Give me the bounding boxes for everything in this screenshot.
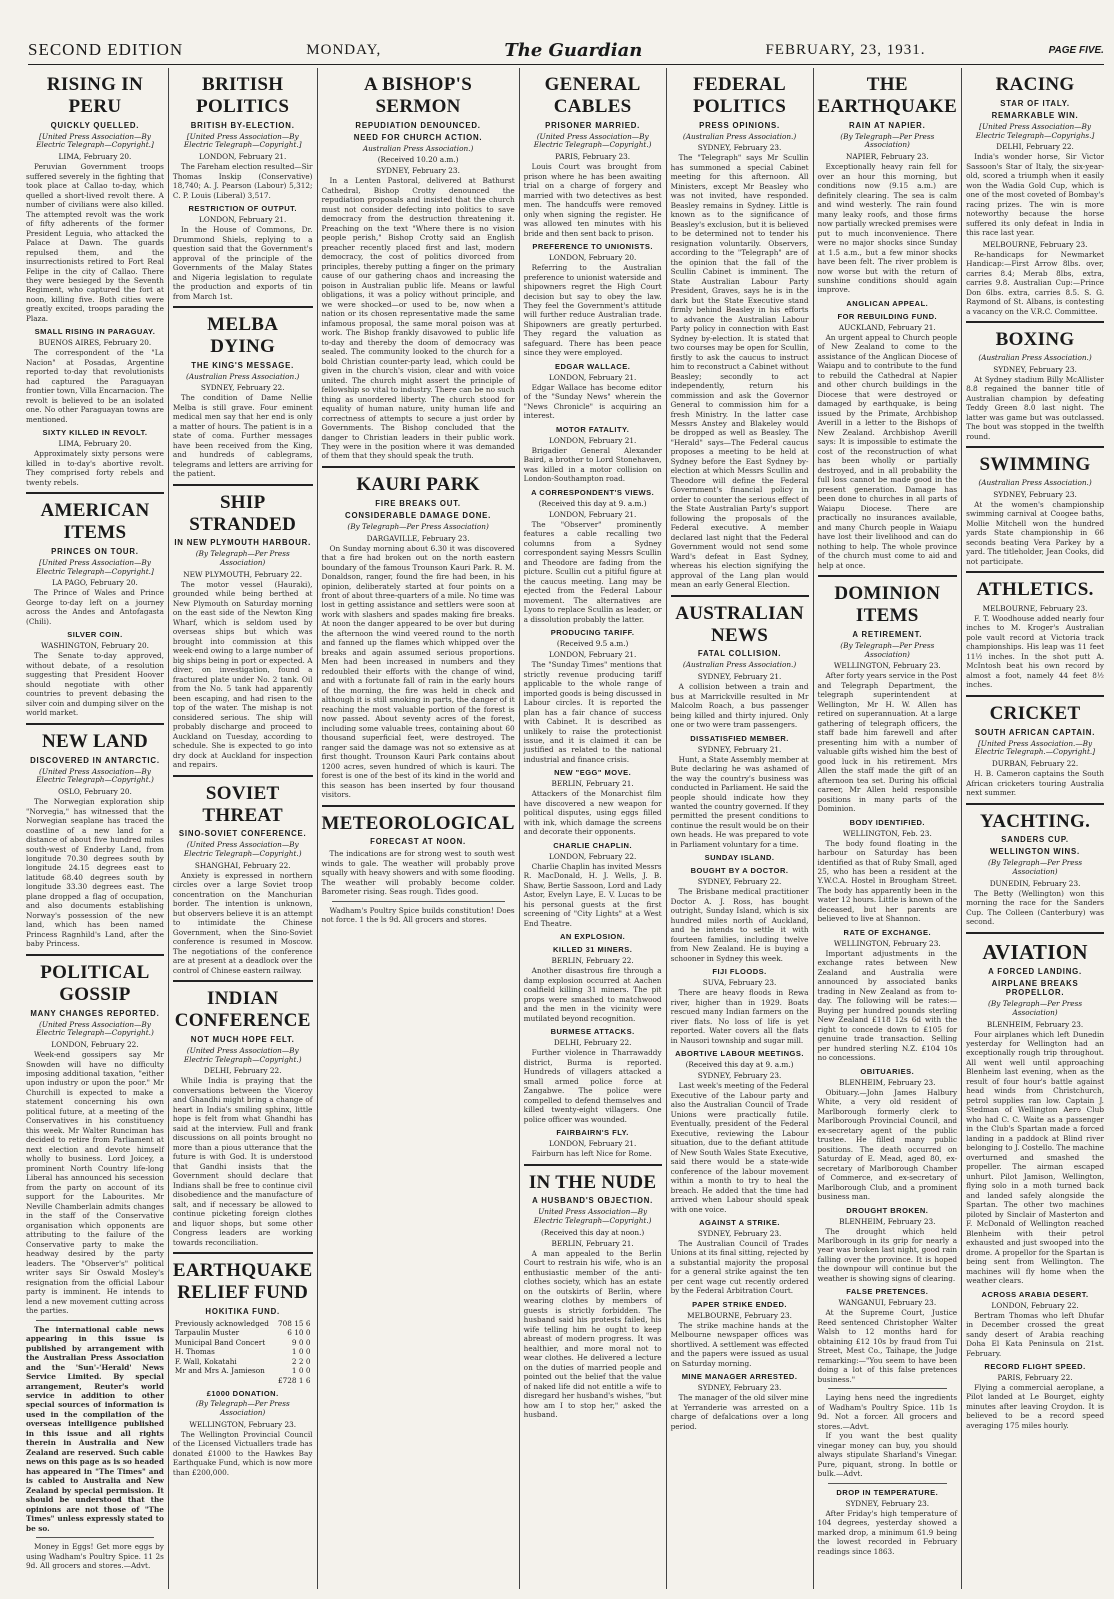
article-body: Edgar Wallace has become editor of the "Sunday News" wherein the "News Chronicle" is acquiring an interest. <box>523 382 662 421</box>
divider <box>671 595 809 597</box>
article-body: A collision between a train and bus at Marrickville resulted in Mr Malcolm Roach, a bus passenger being killed and thirty injured. Only one or two were tram passengers. <box>670 682 809 730</box>
headline-political-gossip: POLITICAL GOSSIP <box>40 961 150 1005</box>
dateline: SYDNEY, February 21. <box>697 672 782 682</box>
credit-line: (Australian Press Association.) <box>978 477 1092 487</box>
headline-ship-stranded: SHIP STRANDED <box>189 491 297 535</box>
divider <box>36 1320 154 1321</box>
subheading: BODY IDENTIFIED. <box>849 817 925 827</box>
subheading: SMALL RISING IN PARAGUAY. <box>34 327 156 337</box>
subheading: BURMESE ATTACKS. <box>550 1027 635 1037</box>
subheading: OBITUARIES. <box>860 1066 915 1076</box>
subheading: RESTRICTION OF OUTPUT. <box>188 204 297 214</box>
subheading: BOUGHT BY A DOCTOR. <box>690 866 789 876</box>
headline-australian-news: AUSTRALIAN NEWS <box>675 602 804 646</box>
article-body: Fairburn has left Nice for Rome. <box>531 1149 652 1159</box>
credit-line: [United Press Association.—By Electric Telegraph.—Copyright.] <box>975 738 1096 757</box>
subheading: MANY CHANGES REPORTED. <box>30 1008 160 1018</box>
subheading: RATE OF EXCHANGE. <box>843 927 932 937</box>
divider <box>966 321 1104 323</box>
dateline: PARIS, February 22. <box>997 1373 1073 1382</box>
headline-swimming: SWIMMING <box>979 454 1091 476</box>
table-row <box>173 1366 313 1375</box>
article-body: Obituary.—John James Halbury White, a very old resident of Marlborough formerly clerk to Marlborough Provincial Council, and ex-secretary agent of the public trustee. He filled many public positions. The death occurred on Saturday of E. Mead, aged 80, ex-secretary of Marlborough Chamber of Commerce, and ex-secretary of Marlborough Club, and a prominent business man. <box>817 1087 958 1202</box>
dateline: LONDON, February 22. <box>51 1040 139 1050</box>
subheading: WELLINGTON WINS. <box>990 847 1080 857</box>
table-row <box>173 1347 313 1356</box>
table-row <box>173 1338 313 1347</box>
article-body: The condition of Dame Nellie Melba is still grave. Four eminent medical men say that her end is only a matter of hours. The patient is in a state of coma. Further messages have been received from the King, and hundreds of cablegrams, telegrams and letters are arriving for the patient. <box>172 393 313 479</box>
advertisement: Laying hens need the ingredients of Wadham's Poultry Spice. 11b 1s 9d. Not a forcer. All grocers and stores.—Advt. <box>817 1393 958 1431</box>
divider <box>173 775 313 777</box>
subheading: RECORD FLIGHT SPEED. <box>984 1362 1086 1371</box>
subheading: PRINCES ON TOUR. <box>51 546 139 556</box>
divider <box>828 1483 948 1484</box>
article-body: There are heavy floods in Rewa river, higher than in 1929. Boats rescued many Indian farmers on the river flats. No loss of life is yet reported. Water covers all the flats in Nausori township and sugar mill. <box>670 988 809 1045</box>
headline-general-cables: GENERAL CABLES <box>544 74 641 117</box>
subheading: FAIRBAIRN'S FLY. <box>556 1128 629 1138</box>
masthead-day: MONDAY, <box>306 41 382 58</box>
article-body: The Norwegian exploration ship "Norvegia," has witnessed that the Norwegian seaplane has traced the coastline of a new land for a distance of about five hundred miles south-west of Enderby Land, from longitude 70.30 degrees south by longitude 24.15 degrees east to latitude 68.40 degrees south by longitude 33.30 degrees east. The plane dropped a flag of occupation, and also documents establishing Norway's possession of the new land, which has been named Princess Ragnhild's Land, after the baby Princess. <box>26 797 164 949</box>
headline-dominion-items: DOMINION ITEMS <box>834 583 941 626</box>
article-body: An urgent appeal to Church people of New Zealand to come to the assistance of the Anglican Diocese of Waiapu and to contribute to the fund to rebuild the Cathedral at Napier and other church buildings in the Diocese that were destroyed or damaged by earthquake, is being issued by the Primate, Archbishop Averill in a letter to the Bishops of New Zealand. Archbishop Averill says: It is impossible to estimate the cost of the reconstruction of what has been wholly or partially destroyed, and in all probability the full loss cannot be made good in the present generation. Damage has been done to churches in all parts of Waiapu Diocese. There are practically no insurances available, and many Church people in Waiapu have lost their livelihood and can do nothing to help. The whole province of the church must come to aid and help at once. <box>817 332 958 570</box>
dateline: SYDNEY, February 22. <box>200 383 285 393</box>
article-body: Flying a commercial aeroplane, a Pilot landed at Le Bourget, eighty minutes after leaving Croydon. It is believed to be a record speed averaging 175 miles hourly. <box>966 1383 1105 1430</box>
page-number: PAGE FIVE. <box>1048 44 1104 56</box>
article-body: Referring to the Australian preference to unionist waterside and shipowners regret the High Court decision but say to obey the law. They feel the Government's attitude will further reduce Australian trade. Shipowners are greatly perturbed. They regard the valuation as safeguard. There has been peace since they were employed. <box>523 263 662 358</box>
column-4 <box>520 68 667 1589</box>
table-cell: 2 2 0 <box>291 1356 311 1366</box>
credit-line: [United Press Association—By Electric Telegraph—Copyright.] <box>183 131 302 150</box>
dateline: AUCKLAND, February 21. <box>838 322 936 332</box>
subheading: MOTOR FATALITY. <box>555 424 630 434</box>
article-body: Attackers of the Monarchist film have discovered a new weapon for political disputes, using eggs filled with ink, which damage the screens and decorate their opponents. <box>523 789 662 837</box>
column-5 <box>667 68 814 1589</box>
subheading: FIRE BREAKS OUT. <box>375 498 461 508</box>
article-body: At the women's championship swimming carnival at Coogee baths, Mollie Mitchell won the hundred yards State championship in 66 seconds beating Vera Parkey by a yard. The titleholder, Jean Cooks, did not participate. <box>966 499 1105 566</box>
table-cell: Previously acknowledged <box>174 1318 269 1328</box>
subheading: DISCOVERED IN ANTARCTIC. <box>30 755 160 765</box>
article-body: The Wellington Provincial Council of the Licensed Victuallers trade has donated £1000 to the Hawkes Bay Earthquake Fund, which is now more than £200,000. <box>172 1429 313 1477</box>
article-body: Louis Court was brought from prison where he has been awaiting trial on a charge of forgery and married with two detectives as best men. The handcuffs were removed only when signing the register. He was allowed ten minutes with his bride and then sent back to prison. <box>523 162 662 238</box>
subheading: AGAINST A STRIKE. <box>699 1217 780 1227</box>
divider <box>966 932 1104 934</box>
divider <box>966 446 1104 448</box>
dateline: LIMA, February 20. <box>58 439 132 449</box>
headline-earthquake-relief-fund: EARTHQUAKE RELIEF FUND <box>172 1260 313 1303</box>
subheading: PRESS OPINIONS. <box>699 120 780 130</box>
headline-kauri-park: KAURI PARK <box>356 473 480 495</box>
dateline: MELBOURNE, February 23. <box>982 239 1088 249</box>
article-body: Bertram Thomas who left Dhufar in December crossed the great sandy desert of Arabia reaching Doha El Kata Peninsula on 21st. February. <box>966 1310 1105 1358</box>
table-cell: Municipal Band Concert <box>174 1337 266 1347</box>
table-cell: 6 10 0 <box>287 1328 311 1338</box>
headline-indian-conference: INDIAN CONFERENCE <box>174 988 311 1032</box>
credit-line: (By Telegraph—Per Press Association) <box>195 549 290 568</box>
dateline: WELLINGTON, February 23. <box>189 1419 297 1429</box>
article-body: Four airplanes which left Dunedin yesterday for Wellington had an exceptionally rough trip throughout. All went well until approaching Blenheim last evening, when as the result of four hour's battle against head winds from Christchurch, petrol supplies ran low. Captain J. Stedman of Wellington Aero Club who had C. C. Waite as a passenger in the Club's Spartan made a forced landing in a paddock at Blind river belonging to J. Costello. The machine overturned and smashed the propeller. The airman escaped unhurt. Pilot Jamison, Wellington, flying solo in a moth turned back and landed safely alongside the Spartan. The other two machines piloted by Sinclair of Masterton and F. McDonald of Wellington reached Blenheim with their petrol exhausted and just swooped into the drome. A propellor for the Spartan is being sent from Wellington. The machines will fly home when the weather clears. <box>966 1029 1105 1286</box>
credit-line: (United Press Association—By Electric Telegraph—Copyright.) <box>183 840 302 859</box>
subheading: FOR REBUILDING FUND. <box>837 311 938 321</box>
credit-line: (By Telegraph—Per Press Association) <box>347 521 489 531</box>
article-body: The "Observer" prominently features a cable recalling two columns from a Sydney correspondent saying Messrs Scullin and Theodore are fading from the picture. Scullin cut a pitiful figure at the caucus meeting. Lang may be ejected from the Federal Labour movement. The alternatives are Lyons to replace Scullin as leader, or a dissolution probably the latter. <box>523 519 662 624</box>
subheading: FORECAST AT NOON. <box>370 837 467 847</box>
subheading: NEED FOR CHURCH ACTION. <box>353 132 483 142</box>
headline-aviation: AVIATION <box>982 939 1088 964</box>
dateline: DELHI, February 22. <box>203 1066 282 1076</box>
advertisement: Money in Eggs! Get more eggs by using Wadham's Poultry Spice. 11 2s 9d. All grocers and stores.—Advt. <box>26 1542 164 1571</box>
divider <box>322 805 515 807</box>
dateline: WANGANUI, February 23. <box>838 1298 937 1308</box>
subheading: NOT MUCH HOPE FELT. <box>190 1034 295 1044</box>
subheading: QUICKLY QUELLED. <box>50 120 140 130</box>
credit-line: (United Press Association—By Electric Telegraph—Copyright.) <box>183 1045 302 1064</box>
dateline: LONDON, February 21. <box>548 372 637 382</box>
divider <box>966 803 1104 805</box>
dateline: SYDNEY, February 23. <box>697 1383 782 1393</box>
credit-line: (Australian Press Association.) <box>186 371 300 381</box>
subheading: SIXTY KILLED IN REVOLT. <box>42 428 148 438</box>
credit-line: (By Telegraph—Per Press Association) <box>840 640 935 659</box>
divider <box>26 492 164 494</box>
fund-total: £728 1 6 <box>278 1375 311 1385</box>
received-time: (Received this day at 9. a.m.) <box>685 1060 794 1070</box>
article-body: Charlie Chaplin has invited Messrs R. MacDonald, H. J. Wells, J. B. Shaw, Bertie Sassoon, Lord and Lady Astor, Evelyn Laye, E. V. Lucas to be his personal guests at the first screening of "City Lights" at a West End Theatre. <box>523 861 662 928</box>
headline-melba-dying: MELBA DYING <box>207 314 279 357</box>
subheading: REMARKABLE WIN. <box>991 110 1079 120</box>
dateline: LONDON, February 21. <box>548 435 637 445</box>
article-body: At the Supreme Court, Justice Reed sentenced Christopher Walter Walsh to 12 months hard for obtaining £12 10s by fraud from Tui Street, Mest Co., Taihape, the Judge remarking:—"You seem to have been doing a lot of this false pretences business." <box>817 1308 958 1384</box>
divider <box>966 695 1104 697</box>
article-body: Exceptionally heavy rain fell for over an hour this morning, but conditions now (9.15 a.m.) are definitely clearing. The sea is calm and wind westerly. The rain found many leaky roofs, and those firms now partially wrecked premises were put to much inconvenience. There were no major shocks since Sunday at 1.5 a.m., but a few minor shocks have been felt. The river problem is now worse but with the return of sunshine conditions should again improve. <box>817 162 958 295</box>
subheading: A CORRESPONDENT'S VIEWS. <box>531 487 655 497</box>
dateline: DUNEDIN, February 23. <box>989 878 1081 888</box>
dateline: LONDON, February 21. <box>548 650 637 660</box>
dateline: SYDNEY, February 23. <box>697 143 782 153</box>
divider <box>524 1164 662 1166</box>
masthead <box>28 36 1104 65</box>
article-body: After Friday's high temperature of 104 degrees, yesterday showed a marked drop, a minimum 61.9 being the lowest recorded in February readings since 1863. <box>817 1508 958 1556</box>
article-body: The Brisbane medical practitioner Doctor A. J. Ross, has bought outright, Sunday Island, which is six hundred miles north of Auckland, and he intends to settle it with fourteen families, including twelve from New Zealand. He is buying a schooner in Sydney this week. <box>670 887 809 963</box>
dateline: LONDON, February 20. <box>548 253 637 263</box>
subheading: MINE MANAGER ARRESTED. <box>681 1372 798 1382</box>
dateline: SYDNEY, February 23. <box>376 166 460 176</box>
received-time: (Received 9.5 a.m.) <box>556 639 629 649</box>
headline-american-items: AMERICAN ITEMS <box>40 500 150 544</box>
credit-line: (United Press Association—By Electric Telegraph—Copyright.) <box>36 766 154 785</box>
subheading: DROP IN TEMPERATURE. <box>836 1487 939 1497</box>
dateline: MELBOURNE, February 23. <box>687 1310 792 1320</box>
subheading: HOKITIKA FUND. <box>205 1306 280 1316</box>
column-7 <box>962 68 1108 1589</box>
article-body: After forty years service in the Post and Telegraph Department, the telegraph superintendent at Wellington, Mr H. W. Allen has retired on superannuation. At a large gathering of telegraph officers, the staff bade him farewell and after presenting him with a number of valuable gifts wished him the best of good luck in his retirement. Mrs Allen the staff made the gift of an afternoon tea set. During his official career, Mr Allen held responsible positions in many parts of the Dominion. <box>817 671 958 814</box>
article-body: The Fareham election resulted—Sir Thomas Inskip (Conservative) 18,740; A. J. Pearson (Labour) 5,312; C. P. Louis (Liberal) 3,517. <box>172 162 313 200</box>
article-body: The indications are for strong west to south west winds to gale. The weather will probably prove squally with heavy showers and with some flooding. The weather will probably become colder. Barometer rising. Seas rough. Tides good. <box>321 849 515 897</box>
article-body: The Australian Council of Trades Unions at its final sitting, rejected by a substantial majority the proposal for a general strike against the ten per cent wage cut recently ordered by the Federal Arbitration Court. <box>670 1238 809 1296</box>
dateline: LONDON, February 21. <box>199 152 287 162</box>
article-body: Important adjustments in the exchange rates between New Zealand and Australia were announced by associated banks trading in New Zealand as from to-day. The following will be rates:—Buying per hundred pounds sterling New Zealand £118 12s 6d with the right to concede down to £105 for genuine trade transaction. Selling per hundred sterling N.Z. £104 10s no concessions. <box>817 948 958 1063</box>
dateline: LONDON, February 21. <box>548 509 637 519</box>
article-body: India's wonder horse, Sir Victor Sassoon's Star of Italy, the six-year-old, scored a triumph when it easily won the Wadia Gold Cup, which is one of the most coveted of Bombay's racing prizes. The win is more noteworthy because the horse suffered its only defeat in India in this race last year. <box>966 152 1105 238</box>
credit-line: (By Telegraph—Per Press Association) <box>195 1399 290 1417</box>
table-row <box>173 1328 313 1337</box>
credit-line: [United Press Association—By Electric Telegraph—Copyrighs.] <box>975 121 1095 140</box>
dateline: SYDNEY, February 23. <box>845 1498 930 1508</box>
column-3 <box>318 68 520 1589</box>
divider <box>36 1537 154 1538</box>
headline-boxing: BOXING <box>995 329 1075 351</box>
received-time: (Received 10.20 a.m.) <box>377 155 459 165</box>
article-body: The "Sunday Times" mentions that strictly revenue producing tariff applicable to the whole range of imported goods is being discussed in Labour circles. It is reported the plan has a fair chance of success with Cabinet. It is described as unlikely to raise the protectionist issue, and it is claimed it can be justified as related to the national industrial and finance crisis. <box>523 660 662 764</box>
divider <box>26 954 164 956</box>
credit-line: United Press Association—By Electric Telegraph—Copyright.) <box>533 1207 652 1226</box>
advertisement: If you want the best quality vinegar money can buy, you should always stipulate Sharland's Vinegar. Pure, piquant, strong. In bottle or bulk.—Advt. <box>817 1431 958 1479</box>
headline-federal-politics: FEDERAL POLITICS <box>692 74 787 117</box>
dateline: WASHINGTON, February 20. <box>40 641 149 651</box>
columns <box>22 68 1108 1589</box>
edition-label: SECOND EDITION <box>28 40 184 59</box>
article-body: Hunt, a State Assembly member at Bute declaring he was ashamed of the way the country's business was conducted in Parliament. He said the people should indicate how they wanted the country governed. If they permitted the present conditions to continue the result would be on their own heads. He was prepared to vote in Parliament voluntary for a time. <box>670 754 809 849</box>
subheading: ABORTIVE LABOUR MEETINGS. <box>675 1049 804 1059</box>
dateline: LONDON, February 22. <box>991 1300 1079 1310</box>
dateline: BERLIN, February 21. <box>551 1238 634 1248</box>
subheading: ACROSS ARABIA DESERT. <box>981 1289 1089 1299</box>
table-cell: Tarpaulin Muster <box>174 1328 240 1338</box>
headline-soviet-threat: SOVIET THREAT <box>202 782 284 826</box>
subheading: £1000 DONATION. <box>206 1389 279 1399</box>
headline-the-earthquake: THE EARTHQUAKE <box>817 74 958 117</box>
article-body: Another disastrous fire through a damp explosion occurred at Aachen coalfield killing 31 miners. The pit props were smashed to matchwood and the men in the vicinity were mutilated beyond recognition. <box>523 966 662 1023</box>
subheading: NEW "EGG" MOVE. <box>554 768 632 778</box>
subheading: AIRPLANE BREAKS PROPELLOR. <box>991 979 1079 997</box>
article-body: The "Telegraph" says Mr Scullin has summoned a special Cabinet meeting for this afternoon. All Ministers, except Mr Beasley who was not invited, have responded. Beasley remains in Sydney. Little is known as to the significance of Beasley's exclusion, but it is believed to be determined not to tender his resignation voluntarily. Observers, according to the "Telegraph" are of the opinion that the fall of the Scullin Cabinet is imminent. The State Australian Labour Party President, Graves, says he is in the dark but the State Executive stand firmly behind Beasley in his efforts to advance the Australian Labour Party policy in connection with East Sydney by-election. It is stated that two courses may be open for Scullin, firstly to ask the caucus to instruct him to reconstruct a Cabinet without Beasley; secondly to act independently, return his commission and ask the Governor General to commission him for a fresh Ministry. In the latter case Messrs Anstey and Blakeley would be dropped as well as Beasley. The "Herald" says—The Federal caucus proposes a meeting to be held at Sydney before the East Sydney by-election at which Messrs Scullin and Theodore will define the Federal Government's financial policy in order to counter the serious effect of the State Australian Party's support following the proposals of the Federal executive. A member declared last night that the Federal Government would not send some Ward's defeat in East Sydney, whereas his election signifying the approval of the Lang plan would mean an early General Election. <box>670 153 809 590</box>
divider <box>818 575 958 577</box>
subheading: A FORCED LANDING. <box>988 967 1082 976</box>
dateline: DELHI, February 22. <box>553 1038 632 1048</box>
advertisement: Wadham's Poultry Spice builds constitution! Does not force. 1 the ls 9d. All grocers and stores. <box>321 905 515 925</box>
divider <box>173 1252 313 1254</box>
article-body: On Sunday morning about 6.30 it was discovered that a fire had broken out on the north eastern boundary of the famous Trounson Kauri Park. R. M. Donaldson, ranger, found the fire had been, in his opinion, deliberately started at four points on a front of about three-quarters of a mile. No time was lost in getting assistance and settlers were soon at work with slashers and spades making fire breaks. At noon the danger appeared to be over but during the afternoon the wind veered round to the north and fanned up the flames which whipped over the breaks and again assumed serious proportions. Men had been increased in numbers and they redoubled their efforts with the change of wind, and with a fortunate fall of rain in the early hours of the morning, the fire was held in check and although it is still smoking in parts, the danger of it reaching the most valuable portion of the forest is now passed. About seventy acres of the forest, including some valuable trees, containing about 60 thousand superficial feet, were destroyed. The ranger said the damage was not so extensive as at first thought. Trounson Kauri Park contains about 1200 acres, seven hundred of which is kauri. The forest is one of the best of its kind in the world and this season has been inserted by four thousand visitors. <box>321 543 515 800</box>
dateline: DELHI, February 22. <box>996 142 1074 152</box>
article-body: A man appealed to the Berlin Court to restrain his wife, who is an enthusiastic member of the anti-clothes society, which has an estate on the outskirts of Berlin, where wearing clothes by members of guests is strictly forbidden. The husband said his protests failed, his wife telling him he ought to keep abreast of modern progress. It was healthier, and more moral not to wear clothes. He delivered a lecture on the duties of married people and pointed out the belief that the value of naked life did not entitle a wife to disregard her husband's wishes, "but how am I to stop her," asked the husband. <box>523 1248 662 1420</box>
subheading: SOUTH AFRICAN CAPTAIN. <box>974 727 1096 737</box>
subheading: CONSIDERABLE DAMAGE DONE. <box>345 510 492 520</box>
article-body: Further violence in Tharrawaddy district, Burma is reported. Hundreds of villagers attacked a small armed police force at Zangabwe. The police were compelled to defend themselves and killed twenty-eight villagers. One police officer was wounded. <box>523 1048 662 1124</box>
article-body: The drought which held Marlborough in its grip for nearly a year was broken last night, good rain falling over the province. It is hoped the downpour will continue but the weather is showing signs of clearing. <box>817 1226 958 1283</box>
fund-table <box>173 1319 313 1385</box>
dateline: WELLINGTON, February 23. <box>833 661 941 671</box>
dateline: SYDNEY, February 23. <box>697 1228 782 1238</box>
dateline: BUENOS AIRES, February 20. <box>38 338 152 348</box>
subheading: PREFERENCE TO UNIONISTS. <box>532 242 653 252</box>
subheading: SINO-SOVIET CONFERENCE. <box>178 829 307 839</box>
subheading: RAIN AT NAPIER. <box>849 120 926 130</box>
headline-british-politics: BRITISH POLITICS <box>196 74 290 117</box>
article-body: H. B. Cameron captains the South African cricketers touring Australia next summer. <box>966 769 1105 798</box>
article-body: In a Lenten Pastoral, delivered at Bathurst Cathedral, Bishop Crotty denounced the repudiation proposals and insisted that the church must not consider defecting into politics to save democracy from the destruction threatening it. Preaching on the text "Where there is no vision people perish," Bishop Crotty said an English preacher recently placed first and last, modern democracy, the cost of politics divorced from principles, thereby putting a finger on the primary cause of our gathering chaos and increasing the poison in Australian public life. Means or lawful obligations, it was a policy without principle, and we were shocked—or used to be, now when a nation or its chosen representative made the same infamous proposal, the same moral poison was at work. The Bishop frankly disavowed to public life to-day and thereby the doom of democracy was sealed. The community looked to the church for a bold Christian counter-party lead, which could be given in the church's vision, clear and with voice united. The church might assert the principle of fellowship so vital to industry. There can be no such thing as unordered liberty. The church stood for equality of human nature, unity human life and correctness of attempts to secure a just order by Governments. The Bishop concluded that the danger to Christian leaders in their public work. They were in the position where it was demanded of them that they should speak the truth. <box>321 176 515 461</box>
divider <box>966 571 1104 573</box>
dateline: MELBOURNE, February 23. <box>982 603 1088 613</box>
article-body: The correspondent of the "La Nacion" at Posadas, Argentine reported to-day that revolutionists had captured the Paraguayan frontier town, Villa Encarnacion. The revolt is believed to be an isolated one. No other Paraguayan towns are mentioned. <box>26 348 164 424</box>
dateline: PARIS, February 23. <box>555 152 631 162</box>
subheading: STAR OF ITALY. <box>1000 98 1070 108</box>
dateline: BLENHEIM, February 23. <box>839 1077 936 1087</box>
subheading: KILLED 31 MINERS. <box>552 945 633 955</box>
article-body: F. T. Woodhouse added nearly four inches to M. Kroger's Australian pole vault record at Victoria track championships. His leap was 11 feet 11½ inches. In the shot putt A. McIntosh beat his own record by almost a foot, namely 44 feet 8½ inches. <box>966 613 1105 690</box>
divider <box>828 1388 948 1389</box>
dateline: SUVA, February 23. <box>702 978 777 988</box>
table-cell: H. Thomas <box>174 1347 215 1357</box>
divider <box>173 484 313 486</box>
subheading: REPUDIATION DENOUNCED. <box>355 120 481 130</box>
article-body: The Prince of Wales and Prince George to-day left on a journey across the Andes and Antofagasta (Chili). <box>26 588 164 626</box>
credit-line: (Australian Press Association.) <box>682 131 797 141</box>
subheading: DISSATISFIED MEMBER. <box>690 733 789 743</box>
article-body: Re-handicaps for Newmarket Handicap:—First Arrow 8lbs. over, carries 8.4; Merab 8lbs, extra, carries 9.8. Australian Cup:—Prince Don 6lbs. extra, carries 8.5. S. G. Raymond of St. Albans, is contesting a vacancy on the V.R.C. Committee. <box>966 249 1105 316</box>
subheading: FATAL COLLISION. <box>697 649 782 659</box>
article-body: In the House of Commons, Dr. Drummond Shiels, replying to a question said that the Government's approval of the principle of the Governments of the Malay States and Nigeria legislation to regulate the production and exports of tin from March 1st. <box>172 225 313 301</box>
dateline: DURBAN, February 22. <box>991 759 1079 769</box>
subheading: SUNDAY ISLAND. <box>704 853 775 863</box>
dateline: DARGAVILLE, February 23. <box>366 533 470 543</box>
headline-cricket: CRICKET <box>989 702 1081 724</box>
article-body: Last week's meeting of the Federal Executive of the Labour party and also the Australian Council of Trade Unions were practically futile. Eventually, president of the Federal Executive, reviewing the Labour situation, due to the defiant attitude of New South Wales State Executive, said there would be a state-wide conference of the labour movement within a month to try to heal the breach. He added that the time had arrived when Labour should speak with one voice. <box>670 1081 809 1214</box>
credit-line: (United Press Association—By Electric Telegraph—Copyright.) <box>36 1019 154 1038</box>
credit-line: (By Telegraph—Per Press Association) <box>988 858 1083 877</box>
credit-line: Australian Press Association.) <box>362 143 474 153</box>
subheading: FIJI FLOODS. <box>712 967 767 977</box>
dateline: SYDNEY, February 21. <box>697 744 782 754</box>
headline-in-the-nude: IN THE NUDE <box>528 1171 657 1193</box>
credit-line: [United Press Association—By Electric Telegraph—Copyright.] <box>36 131 154 150</box>
article-body: The manager of the old silver mine at Yerranderie was arrested on a charge of defalcations over a long period. <box>670 1393 809 1431</box>
subheading: THE KING'S MESSAGE. <box>191 360 295 370</box>
article-body: The motor vessel (Hauraki), grounded while being berthed at New Plymouth on Saturday morning on the east side of the Newton King Wharf, which is seldom used by overseas ships but which was brought into commission at this week-end owing to a large number of big ships being in port or expected. A diver, on investigation, found a fractured plate under No. 2 tank. Oil from the No. 5 tank had apparently been escaping, and had risen to the top of the water. The mishap is not considered serious. The ship will probably discharge and proceed to Auckland on Tuesday, according to schedule. She is expected to go into dry dock at Auckland for inspection and repairs. <box>172 579 313 770</box>
credit-line: (Australian Press Association.) <box>682 660 797 670</box>
dateline: SYDNEY, February 23. <box>993 489 1077 499</box>
credit-line: (By Telegraph—Per Press Association) <box>988 999 1083 1017</box>
column-1 <box>22 68 169 1589</box>
masthead-date: FEBRUARY, 23, 1931. <box>765 41 926 58</box>
newspaper-title: The Guardian <box>504 39 643 61</box>
dateline: WELLINGTON, February 23. <box>833 938 941 948</box>
subheading: SANDERS CUP. <box>1001 835 1069 845</box>
subheading: PRISONER MARRIED. <box>545 120 641 130</box>
dateline: OSLO, February 20. <box>58 787 132 797</box>
table-cell: Mr and Mrs A. Jamieson <box>174 1366 265 1376</box>
column-2 <box>169 68 318 1589</box>
subheading: PRODUCING TARIFF. <box>550 628 635 638</box>
subheading: BRITISH BY-ELECTION. <box>190 120 295 130</box>
headline-meteorological: METEOROLOGICAL <box>321 812 515 834</box>
dateline: LONDON, February 21. <box>548 1139 637 1149</box>
divider <box>173 980 313 982</box>
article-body: The Senate to-day approved, without debate, of a resolution suggesting that President Hoover should negotiate with other countries to prevent debasing the silver coin and dumping silver on the world market. <box>26 651 164 718</box>
dateline: BERLIN, February 21. <box>551 779 634 789</box>
table-cell: 1 0 0 <box>291 1366 311 1376</box>
dateline: NEW PLYMOUTH, February 22. <box>183 569 303 579</box>
subheading: EDGAR WALLACE. <box>554 361 631 371</box>
dateline: LONDON, February 22. <box>548 851 637 861</box>
article-body: The body found floating in the harbour on Saturday has been identified as that of Ruby Small, aged 25, who has been a resident at the Y.W.C.A. Hostel in Brougham Street. The body has apparently been in the water 12 hours. Little is known of the deceased, but her parents are believed to live at Shannon. <box>817 838 958 924</box>
subheading: A HUSBAND'S OBJECTION. <box>532 1196 654 1206</box>
headline-yachting: YACHTING. <box>979 810 1091 832</box>
subheading: CHARLIE CHAPLIN. <box>553 840 633 850</box>
article-body: Peruvian Government troops suffered severely in the fighting that took place at Callao to-day, which quelled a short-lived revolt there. A number of civilians were also killed. The attempted revolt was the work of fifty adherents of the former President Leguia, who attacked the Palace at Dawn. The guards repulsed them, and the insurrectionists retired to Fort Real Felipe in the city of Callao. There they were besieged by the Seventh Regiment, who captured the fort at noon, killing five. Both cities were greatly excited, troops parading the Plaza. <box>26 162 164 323</box>
dateline: SYDNEY, February 23. <box>993 364 1077 374</box>
table-row <box>173 1357 313 1366</box>
headline-bishops-sermon: A BISHOP'S SERMON <box>364 74 473 117</box>
dateline: LA PAGO, February 20. <box>52 578 138 588</box>
dateline: SYDNEY, February 23. <box>697 1071 782 1081</box>
article-body: At Sydney stadium Billy McAllister 8.8 regained the banner title of Australian champion by defeating Teddy Green 8.0 last night. The latter was game but was outclassed. The bout was stopped in the twelfth round. <box>966 374 1105 441</box>
divider <box>322 466 515 468</box>
divider <box>26 723 164 725</box>
table-row <box>173 1376 313 1385</box>
headline-new-land: NEW LAND <box>41 730 148 752</box>
credit-line: (United Press Association—By Electric Telegraph—Copyright.) <box>533 131 652 150</box>
article-body: The strike machine hands at the Melbourne newspaper offices was shortlived. A settlement was effected and the papers were issued as usual on Saturday morning. <box>670 1320 809 1368</box>
credit-line: (By Telegraph—Per Press Association) <box>840 131 935 150</box>
headline-athletics: ATHLETICS. <box>976 579 1094 601</box>
divider <box>332 901 505 902</box>
received-time: (Received this day at 9. a.m.) <box>538 498 647 508</box>
article-body: While India is praying that the conversations between the Viceroy and Ghandhi might bring a change of heart in India's smiling sphinx, little hope is felt from what Ghandhi has said at the interview. Full and frank discussions on all points brought no more than a pious utterance that the future is with God. It is understood that Gandhi insists that the Government should declare that Indians shall be free to continue civil disobedience and the manufacture of salt, and if necessary be allowed to continue picketing foreign clothes and liquor shops, but some other Congress leaders are working towards reconciliation. <box>172 1076 313 1247</box>
subheading: DROUGHT BROKEN. <box>846 1205 929 1215</box>
dateline: SYDNEY, February 22. <box>697 877 782 887</box>
table-cell: 9 0 0 <box>291 1337 311 1347</box>
dateline: WELLINGTON, Feb. 23. <box>842 828 932 838</box>
table-cell: F. Wall, Kokatahi <box>174 1356 237 1366</box>
table-cell: 708 15 6 <box>278 1318 311 1328</box>
subheading: PAPER STRIKE ENDED. <box>692 1299 787 1309</box>
copyright-notice: The international cable news appearing in this issue is published by arrangement with the Australian Press Association and the 'Sun'-'Herald' News Service Limited. By special arrangement, Reuter's world service in addition to other special sources of information is used in the compilation of the overseas intelligence published in this issue and all rights therein in Australia and New Zealand are reserved. Such cable news on this page as is so headed has appeared in "The Times" and is cabled to Australia and New Zealand by special permission. It should be understood that the opinions are not those of "The Times" unless expressly stated to be so. <box>26 1324 164 1533</box>
article-body: Anxiety is expressed in northern circles over a large Soviet troop concentration on the Manchurian border. The intention is unknown, but observers believe it is an attempt to intimidate the Chinese Government, when the Sino-Soviet conference is resumed in Moscow. The negotiations of the conference are at present at a deadlock over the control of Chinese eastern railway. <box>172 870 313 975</box>
subheading: A RETIREMENT. <box>852 629 923 639</box>
headline-rising-in-peru: RISING IN PERU <box>46 74 144 117</box>
dateline: LONDON, February 21. <box>199 215 287 225</box>
dateline: BLENHEIM, February 23. <box>986 1019 1084 1029</box>
article-body: The Betty (Wellington) won this morning the race for the Sanders Cup. The Colleen (Canterbury) was second. <box>966 888 1105 927</box>
dateline: SHANGHAI, February 22. <box>194 860 291 870</box>
credit-line: [United Press Association—By Electric Telegraph—Copyright.] <box>36 557 154 576</box>
table-row <box>173 1319 313 1328</box>
subheading: IN NEW PLYMOUTH HARBOUR. <box>174 538 312 548</box>
divider <box>173 306 313 308</box>
dateline: LIMA, February 20. <box>58 152 132 162</box>
dateline: BLENHEIM, February 23. <box>839 1216 936 1226</box>
article-body: Week-end gossipers say Mr Snowden will have no difficulty imposing additional taxation, "either upon industry or upon the poor." Mr Churchill is expected to make a statement concerning his own political future, at a meeting of the Conservatives in his constituency this week. Mr Walter Runciman has decided to retire from Parliament at next election and devote himself wholly to business. Lord Joicey, a prominent North Country life-long Liberal has announced his secession from the party on account of its support for the Labourites. Mr Neville Chamberlain admits changes in the staff of the Conservative organisation which opponents are attributing to the failure of the Conservative party to make the headway desired by the party leaders. The "Observer's" political writer says Sir Oswald Mosley's resignation from the official Labour party is imminent. He intends to lend a new movement cutting across the parties. <box>26 1050 164 1316</box>
column-6 <box>814 68 963 1589</box>
credit-line: (Australian Press Association.) <box>978 352 1092 362</box>
dateline: BERLIN, February 22. <box>551 956 634 966</box>
received-time: (Received this day at noon.) <box>540 1227 645 1237</box>
subheading: ANGLICAN APPEAL. <box>846 298 929 308</box>
table-cell: 1 0 0 <box>291 1347 311 1357</box>
article-body: Approximately sixty persons were killed in to-day's abortive revolt. They comprised forty rebels and twenty rebels. <box>26 449 164 487</box>
headline-racing: RACING <box>995 74 1075 95</box>
subheading: SILVER COIN. <box>67 630 123 640</box>
subheading: FALSE PRETENCES. <box>846 1287 929 1297</box>
dateline: NAPIER, February 23. <box>845 152 929 162</box>
article-body: Brigadier General Alexander Baird, a brother to Lord Stonehaven, was killed in a motor collision on London-Southampton road. <box>523 445 662 484</box>
subheading: AN EXPLOSION. <box>560 932 626 942</box>
